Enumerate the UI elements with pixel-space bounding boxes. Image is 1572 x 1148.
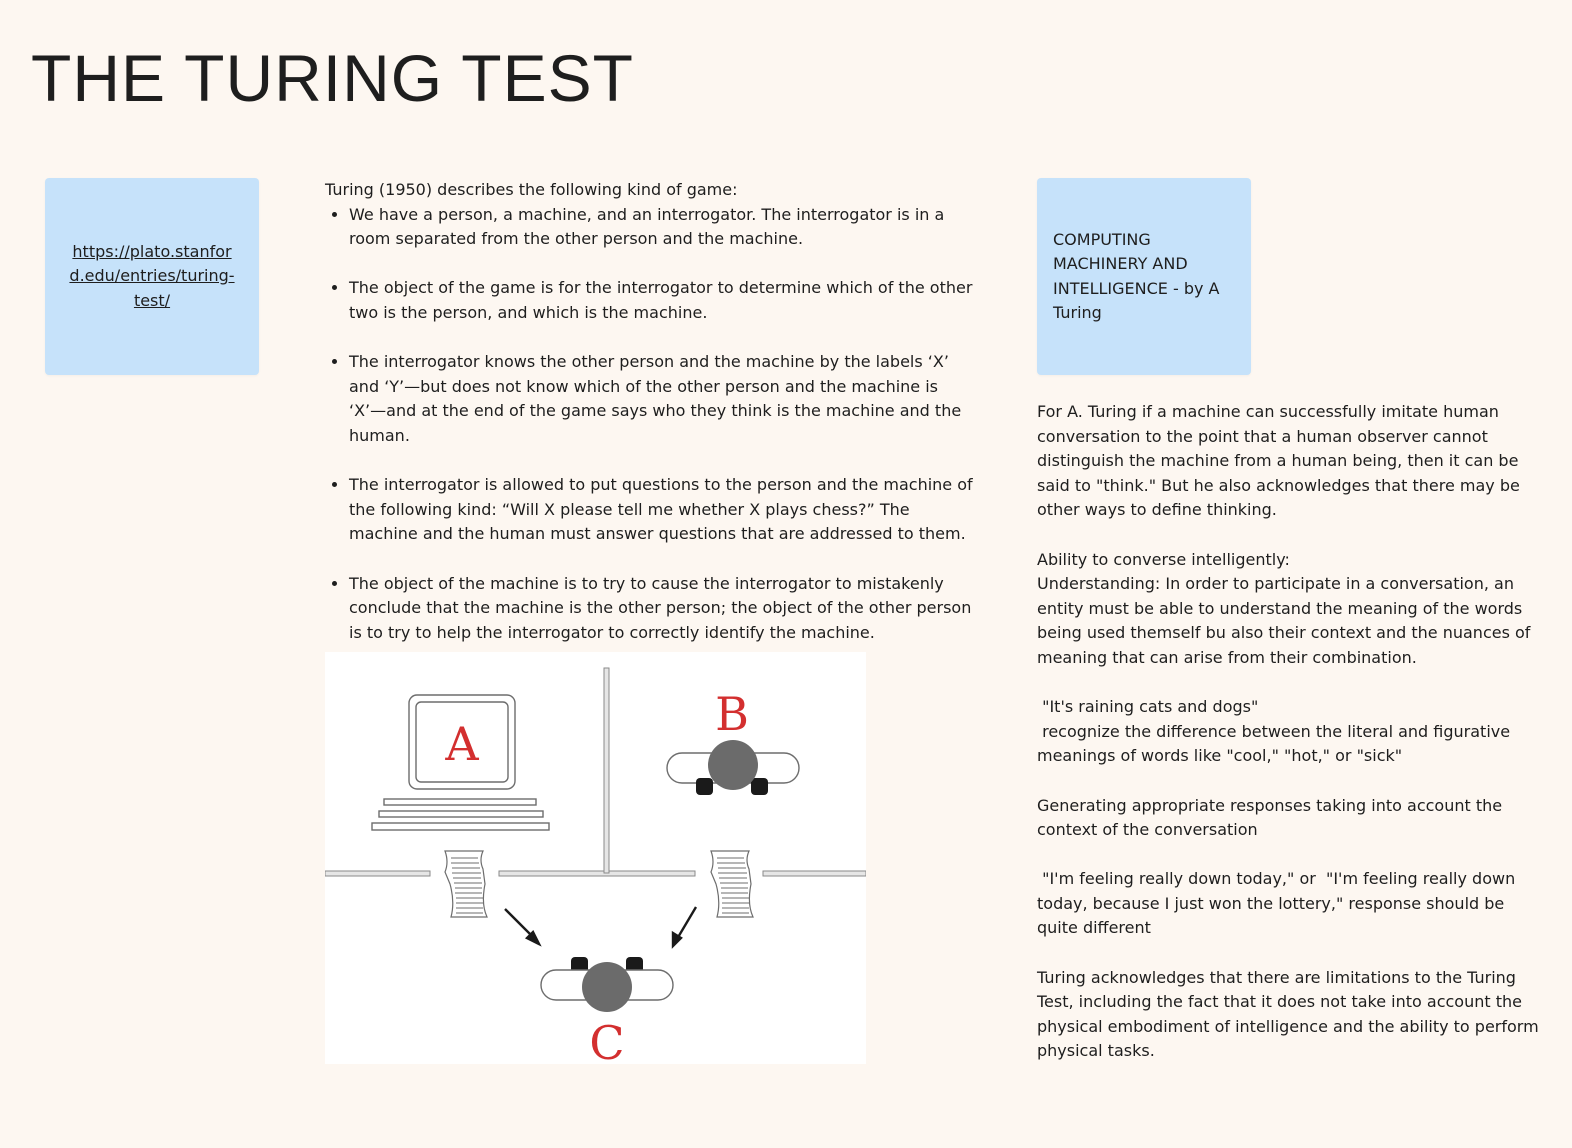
list-item: • The interrogator is allowed to put questions to the person and the machine of the following kind: “Will X please tell me whether X plays chess?” The machine and the human must answer questions that are addressed to them. [349, 473, 975, 547]
game-intro: Turing (1950) describes the following kind of game: [325, 180, 738, 199]
list-item: • The interrogator knows the other person and the machine by the labels ‘X’ and ‘Y’—but does not know which of the other person and the machine is ‘X’—and at the end of the game says who they think is the machine and the human. [349, 350, 975, 448]
page-title: THE TURING TEST [31, 41, 634, 115]
diagram-svg [325, 652, 866, 1064]
paper-slip-icon [711, 851, 753, 917]
person-c-icon [541, 957, 673, 1012]
label-c: C [589, 1016, 625, 1064]
label-b: B [715, 687, 749, 741]
notes-paragraph: "I'm feeling really down today," or "I'm feeling really down today, because I just won the lottery," response should be quite different [1037, 869, 1521, 938]
notes-quote: "It's raining cats and dogs" [1037, 697, 1259, 717]
arrow-icon [505, 907, 696, 946]
notes-heading: Ability to converse intelligently: [1037, 549, 1290, 569]
notes-paragraph: Generating appropriate responses taking into account the context of the conversation [1037, 795, 1508, 840]
turing-test-diagram[interactable] [325, 652, 866, 1064]
list-item: • We have a person, a machine, and an interrogator. The interrogator is in a room separated from the other person and the machine. [349, 203, 975, 252]
paper-slip-icon [445, 851, 487, 917]
paper-sticky-note[interactable] [1037, 178, 1251, 375]
list-item: • The object of the machine is to try to cause the interrogator to mistakenly conclude that the machine is the other person; the object of the other person is to try to help the interrogator to correctly identify the machine. [349, 572, 975, 646]
notes-column [1037, 400, 1547, 1089]
list-item: • The object of the game is for the interrogator to determine which of the other two is the person, and which is the machine. [349, 276, 975, 325]
notes-paragraph: Understanding: In order to participate in a conversation, an entity must be able to understand the meaning of the words being used themself bu also their context and the nuances of meaning that can arise from their combination. [1037, 574, 1536, 667]
notes-paragraph: For A. Turing if a machine can successfully imitate human conversation to the point that a human observer cannot distinguish the machine from a human being, then it can be said to "think." But he also acknowledges that there may be other ways to define thinking. [1037, 402, 1525, 520]
divider-wall [604, 668, 609, 873]
stanford-link[interactable]: https://plato.stanford.edu/entries/turing-test/ [69, 241, 235, 310]
game-description [325, 178, 975, 645]
person-b-icon [667, 740, 799, 795]
paper-title: COMPUTING MACHINERY AND INTELLIGENCE - by A Turing [1053, 229, 1220, 322]
room-wall [325, 871, 866, 876]
notes-paragraph: Turing acknowledges that there are limitations to the Turing Test, including the fact that it does not take into account the physical embodiment of intelligence and the ability to perform physical tasks. [1037, 967, 1544, 1061]
notes-paragraph: recognize the difference between the literal and figurative meanings of words like "cool," "hot," or "sick" [1037, 721, 1516, 766]
game-rules-list [325, 203, 975, 646]
label-a: A [445, 717, 479, 771]
link-sticky-note[interactable] [45, 178, 259, 375]
